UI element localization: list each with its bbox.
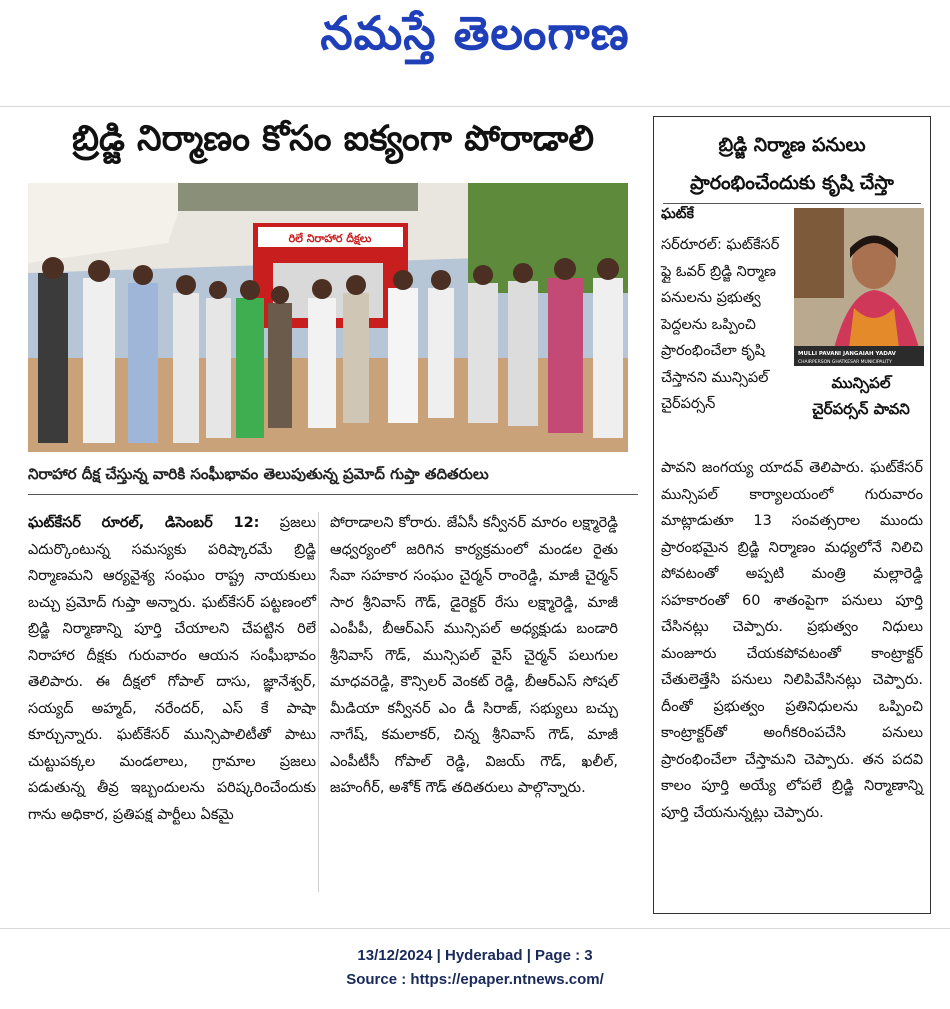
article-column-1-text: ప్రజలు ఎదుర్కొంటున్న సమస్యకు పరిష్కారమే బ్రిడ్జి నిర్మాణమని ఆర్యవైశ్య సంఘం రాష్ట్ర నాయకులు బచ్చు ప్రమోద్ గుప్తా అన్నారు. ఘట్‌కేసర్ పట్టణంలో బ్రిడ్జి నిర్మాణాన్ని పూర్తి చేయాలని చేపట్టిన రిలే నిరాహార దీక్షకు గురువారం ఆయన సంఘీభావం తెలిపారు. ఈ దీక్షలో గోపాల్ దాసు, జ్ఞానేశ్వర్, సయ్యద్ అహ్మద్, నరేందర్, ఎస్ కే పాషా కూర్చున్నారు. ఘట్‌కేసర్ మున్సిపాలిటీతో పాటు చుట్టుపక్కల మండలాలు, గ్రామాల ప్రజలు పడుతున్న తీవ్ర ఇబ్బందులను పరిష్కరించేందుకు గాను అధికార, ప్రతిపక్ష పార్టీలు ఏకమై (28, 515, 316, 823)
footer-source-link[interactable]: Source : https://epaper.ntnews.com/ (346, 971, 604, 988)
sidebar-headline-line-1: బ్రిడ్జి నిర్మాణ పనులు (718, 134, 866, 156)
article-photo (28, 183, 628, 452)
photo-banner-text: రిలే నిరాహార దీక్షలు (288, 232, 372, 245)
newspaper-title: నమస్తే తెలంగాణ (320, 6, 630, 60)
sidebar-headline-line-2: ప్రారంభించేందుకు కృషి చేస్తా (690, 172, 894, 194)
sidebar-text-top: సర్‌రూరల్: ఘట్‌కేసర్ ఫ్లై ఓవర్ బ్రిడ్జి నిర్మాణ పనులను ప్రభుత్వ పెద్దలను ఒప్పించి ప్రారంభించేలా కృషి చేస్తానని మున్సిపల్ చైర్‌పర్సన్ (661, 237, 780, 412)
portrait-caption-line-1: మున్సిపల్ (831, 374, 891, 392)
caption-divider (28, 494, 638, 495)
article-column-1 (28, 510, 316, 828)
page-footer (0, 944, 950, 992)
chairperson-portrait (794, 208, 924, 366)
portrait-caption-line-2: చైర్‌పర్సన్ పావని (812, 400, 910, 418)
article-headline: బ్రిడ్జి నిర్మాణం కోసం ఐక్యంగా పోరాడాలి (71, 118, 594, 159)
portrait-label-title: CHAIRPERSON GHATKESAR MUNICIPALITY (798, 360, 892, 365)
article-dateline: ఘట్‌కేసర్ రూరల్, డిసెంబర్ 12: (28, 515, 260, 531)
masthead-divider (0, 106, 950, 107)
footer-divider (0, 928, 950, 929)
protest-photo-illustration (28, 183, 628, 452)
portrait-label-name: MULLI PAVANI JANGAIAH YADAV (798, 351, 896, 357)
sidebar-divider (663, 203, 921, 204)
sidebar-text-bottom: పావని జంగయ్య యాదవ్ తెలిపారు. ఘట్‌కేసర్ మున్సిపల్ కార్యాలయంలో గురువారం మాట్లాడుతూ 13 సంవత్సరాల ముందు ప్రారంభమైన బ్రిడ్జి నిర్మాణం మధ్యలోనే నిలిచి పోవటంతో అప్పటి మంత్రి మల్లారెడ్డి సహకారంతో 60 శాతంపైగా పనులు పూర్తి చేసినట్లు చెప్పారు. ప్రభుత్వం నిధులు మంజూరు చేయకపోవటంతో కాంట్రాక్టర్ చేతులెత్తేసి పనులు నిలిపివేసినట్లు చెప్పారు. దీంతో ప్రభుత్వం ప్రతినిధులను ఒప్పించి కాంట్రాక్టర్‌తో అంగీకరింపచేసి పనులు ప్రారంభించేలా చేస్తామని చెప్పారు. తన పదవి కాలం పూర్తి అయ్యే లోపలే బ్రిడ్జి నిర్మాణాన్ని పూర్తి చేయనున్నట్లు చెప్పారు. (661, 460, 923, 821)
footer-edition-info: 13/12/2024 | Hyderabad | Page : 3 (357, 947, 593, 964)
sidebar-dateline: ఘట్‌కే (661, 206, 694, 222)
column-divider (318, 512, 319, 892)
article-column-2-text: పోరాడాలని కోరారు. జేఏసీ కన్వీనర్ మారం లక్ష్మారెడ్డి ఆధ్వర్యంలో జరిగిన కార్యక్రమంలో మండల రైతు సేవా సహకార సంఘం చైర్మన్ రాంరెడ్డి, మాజీ చైర్మన్ సార శ్రీనివాస్ గౌడ్, డైరెక్టర్ రేసు లక్ష్మారెడ్డి, మాజీ ఎంపీపీ, బీఆర్‌ఎస్ మున్సిపల్ అధ్యక్షుడు బండారి శ్రీనివాస్ గౌడ్, మున్సిపల్ వైస్ చైర్మన్ పలుగుల మాధవరెడ్డి, కౌన్సిలర్ వెంకట్ రెడ్డి, బీఆర్‌ఎస్ సోషల్ మీడియా కన్వీనర్ ఎం డీ సిరాజ్, సభ్యులు బచ్చు నాగేష్, కమలాకర్, చిన్న శ్రీనివాస్ గౌడ్, మాజీ ఎంపీటీసీ గోపాల్ రెడ్డి, విజయ్ గౌడ్, ఖలీల్, జహంగీర్, అశోక్ గౌడ్ తదితరులు పాల్గొన్నారు. (330, 515, 618, 796)
portrait-caption (796, 370, 926, 422)
masthead (0, 0, 950, 78)
sidebar-headline (653, 126, 931, 202)
portrait-illustration (794, 208, 924, 366)
article-column-2 (330, 510, 618, 802)
photo-caption: నిరాహార దీక్ష చేస్తున్న వారికి సంఘీభావం తెలుపుతున్న ప్రమోద్ గుప్తా తదితరులు (28, 465, 489, 483)
